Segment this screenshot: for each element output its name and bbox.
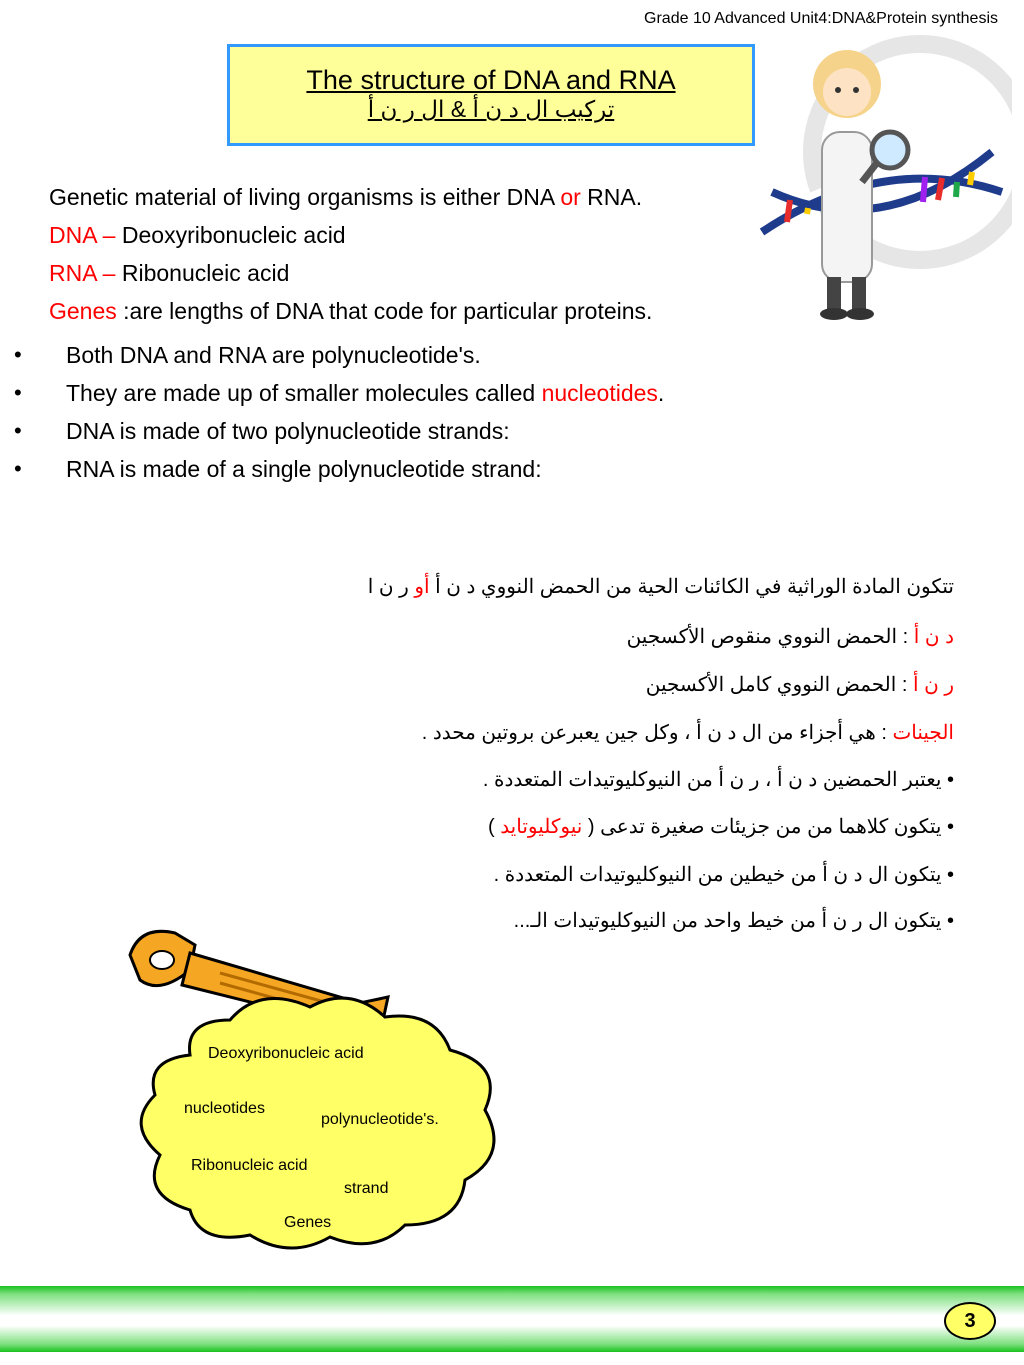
arabic-line-6-end: ) bbox=[487, 816, 501, 838]
arabic-rna-label: ر ن أ bbox=[912, 674, 954, 696]
arabic-line-1-text: تتكون المادة الوراثية في الكائنات الحية من الحمض النووي د ن أ bbox=[429, 576, 954, 598]
nucleotides-highlight: nucleotides bbox=[541, 380, 658, 406]
dna-text: Deoxyribonucleic acid bbox=[121, 222, 346, 248]
arabic-nucleotide-highlight: نيوكليوتايد bbox=[500, 816, 583, 838]
page-number: 3 bbox=[944, 1302, 996, 1340]
bullet-polynucleotides: Both DNA and RNA are polynucleotide's. bbox=[66, 342, 481, 368]
key-words-graphic bbox=[120, 925, 510, 1255]
page-title: The structure of DNA and RNA bbox=[306, 65, 676, 95]
arabic-line-5: • يعتبر الحمضين د ن أ ، ر ن أ من النيوكليوتيدات المتعددة . bbox=[482, 769, 954, 791]
arabic-line-1-end: ر ن ا bbox=[367, 576, 415, 598]
arabic-line-6-text: • يتكون كلاهما من من جزيئات صغيرة تدعى ( bbox=[582, 816, 954, 838]
arabic-line-1 bbox=[368, 574, 954, 599]
footer-bar bbox=[0, 1286, 1024, 1352]
genetic-material-text: Genetic material of living organisms is either DNA bbox=[49, 184, 561, 210]
arabic-rna-text: : الحمض النووي كامل الأكسجين bbox=[645, 674, 913, 696]
arabic-line-6 bbox=[488, 814, 954, 839]
or-highlight: or bbox=[560, 184, 581, 210]
genes-label: Genes bbox=[49, 298, 117, 324]
dna-definition bbox=[49, 222, 346, 249]
scientist-dna-illustration bbox=[742, 32, 1012, 322]
course-header: Grade 10 Advanced Unit4:DNA&Protein synthesis bbox=[644, 10, 998, 27]
arabic-dna-label: د ن أ bbox=[913, 626, 954, 648]
dna-label: DNA – bbox=[49, 222, 122, 248]
arabic-line-7: • يتكون ال د ن أ من خيطين من النيوكليوتيدات المتعددة . bbox=[493, 864, 954, 886]
rna-text: Ribonucleic acid bbox=[121, 260, 290, 286]
keyword-strand: strand bbox=[344, 1180, 389, 1197]
genetic-material-end: RNA. bbox=[580, 184, 643, 210]
keyword-nucleotides: nucleotides bbox=[184, 1100, 265, 1117]
bullet-nucleotides-text: They are made up of smaller molecules called bbox=[66, 380, 542, 406]
arabic-line-3 bbox=[646, 672, 954, 697]
arabic-line-8: • يتكون ال ر ن أ من خيط واحد من النيوكليوتيدات الـ... bbox=[513, 910, 954, 932]
bullet-rna-strand: RNA is made of a single polynucleotide strand: bbox=[66, 456, 542, 482]
keyword-ribonucleic: Ribonucleic acid bbox=[191, 1157, 308, 1174]
bullet-nucleotides-end: . bbox=[657, 380, 665, 406]
genes-text: :are lengths of DNA that code for particular proteins. bbox=[116, 298, 653, 324]
bullet-marker: • bbox=[14, 456, 22, 481]
bullet-nucleotides bbox=[66, 380, 664, 407]
bullet-marker: • bbox=[14, 342, 22, 367]
keyword-genes: Genes bbox=[284, 1214, 332, 1231]
bullet-marker: • bbox=[14, 418, 22, 443]
bullet-marker: • bbox=[14, 380, 22, 405]
rna-label: RNA – bbox=[49, 260, 122, 286]
arabic-or-highlight: أو bbox=[414, 576, 430, 598]
keyword-deoxyribonucleic: Deoxyribonucleic acid bbox=[208, 1045, 364, 1062]
page-title-arabic: تركيب ال د ن أ & ال ر ن أ bbox=[367, 96, 615, 122]
arabic-line-4 bbox=[422, 720, 954, 745]
arabic-genes-label: الجينات bbox=[892, 722, 954, 744]
key-cloud-drawing bbox=[120, 925, 510, 1255]
keyword-polynucleotides: polynucleotide's. bbox=[321, 1111, 439, 1128]
rna-definition bbox=[49, 260, 289, 287]
arabic-dna-text: : الحمض النووي منقوص الأكسجين bbox=[626, 626, 914, 648]
cloud-shape bbox=[141, 998, 494, 1248]
arabic-genes-text: : هي أجزاء من ال د ن أ ، وكل جين يعبرعن بروتين محدد . bbox=[421, 722, 893, 744]
arabic-line-2 bbox=[627, 624, 954, 649]
title-box bbox=[227, 44, 755, 146]
bullet-dna-strands: DNA is made of two polynucleotide strands: bbox=[66, 418, 510, 444]
genetic-material-line bbox=[49, 184, 642, 211]
genes-definition bbox=[49, 298, 652, 325]
